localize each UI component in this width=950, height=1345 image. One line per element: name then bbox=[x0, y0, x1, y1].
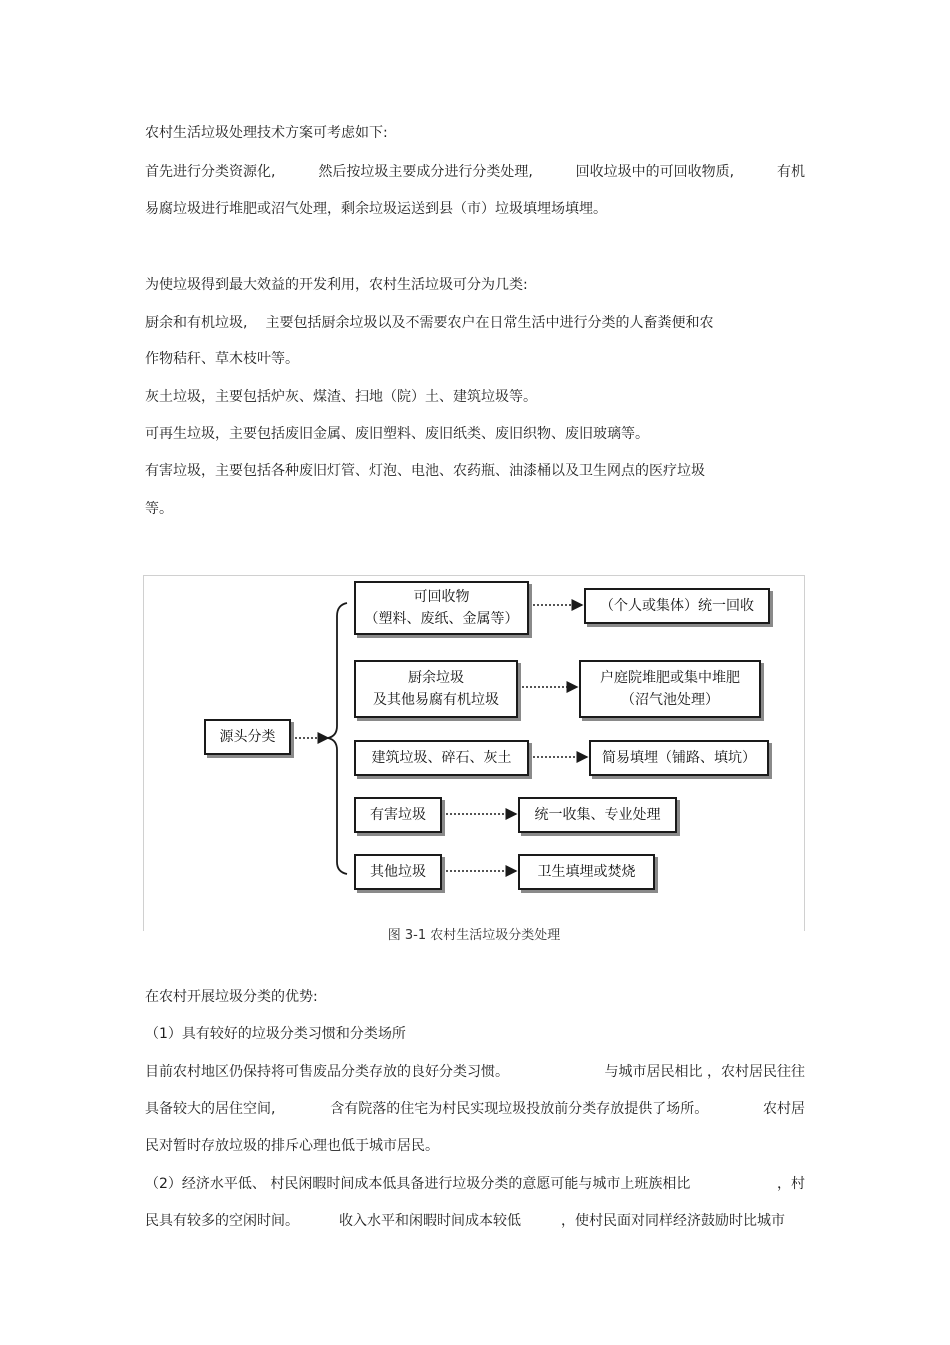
paragraph-line bbox=[145, 1211, 785, 1231]
category-box-kitchen bbox=[354, 660, 518, 718]
text-segment: 主要包括厨余垃圾以及不需要农户在日常生活中进行分类的人畜粪便和农 bbox=[265, 315, 714, 331]
text-segment: （2）经济水平低、 村民闲暇时间成本低具备进行垃圾分类的意愿可能与城市上班族相比 bbox=[145, 1176, 691, 1192]
text-segment: 回收垃圾中的可回收物质, bbox=[575, 164, 735, 180]
paragraph-intro: 在农村开展垃圾分类的优势: bbox=[145, 989, 318, 1005]
category-label: 厨余垃圾 bbox=[408, 670, 464, 686]
category-sublabel: （塑料、废纸、金属等） bbox=[364, 611, 519, 627]
paragraph-intro: 农村生活垃圾处理技术方案可考虑如下: bbox=[145, 125, 388, 141]
target-label: 户庭院堆肥或集中堆肥 bbox=[600, 670, 740, 686]
paragraph-intro: 为使垃圾得到最大效益的开发利用，农村生活垃圾可分为几类: bbox=[145, 277, 528, 293]
category-label: 建筑垃圾、碎石、灰土 bbox=[371, 750, 512, 766]
paragraph-line bbox=[145, 162, 805, 182]
text-segment: 有机 bbox=[776, 164, 805, 180]
paragraph-line: 有害垃圾，主要包括各种废旧灯管、灯泡、电池、农药瓶、油漆桶以及卫生网点的医疗垃圾 bbox=[145, 463, 705, 479]
figure-caption: 图 3-1 农村生活垃圾分类处理 bbox=[387, 928, 561, 943]
text-segment: 农村居 bbox=[762, 1101, 805, 1117]
category-label: 可回收物 bbox=[413, 589, 470, 605]
target-box-compost bbox=[579, 660, 761, 718]
source-label: 源头分类 bbox=[219, 729, 276, 745]
paragraph-line bbox=[145, 313, 713, 333]
target-box-landfill-simple bbox=[589, 740, 769, 776]
target-box-recycle bbox=[584, 588, 770, 624]
category-box-hazardous bbox=[354, 797, 442, 833]
paragraph-line: 等。 bbox=[145, 501, 173, 517]
target-sublabel: （沼气池处理） bbox=[621, 692, 719, 708]
paragraph-line: 可再生垃圾，主要包括废旧金属、废旧塑料、废旧纸类、废旧织物、废旧玻璃等。 bbox=[145, 426, 649, 442]
text-segment: 然后按垃圾主要成分进行分类处理, bbox=[318, 164, 533, 180]
category-box-other bbox=[354, 854, 442, 890]
source-box bbox=[204, 719, 291, 755]
text-segment: ，使村民面对同样经济鼓励时比城市 bbox=[561, 1213, 785, 1229]
text-segment: 民具有较多的空闲时间。 bbox=[145, 1213, 299, 1229]
text-segment: 含有院落的住宅为村民实现垃圾投放前分类存放提供了场所。 bbox=[330, 1101, 709, 1117]
category-box-construction bbox=[354, 740, 529, 776]
category-label: 有害垃圾 bbox=[370, 807, 426, 823]
paragraph-line: 灰土垃圾，主要包括炉灰、煤渣、扫地（院）土、建筑垃圾等。 bbox=[145, 389, 537, 405]
paragraph-line bbox=[145, 1099, 805, 1119]
waste-classification-diagram bbox=[143, 575, 805, 943]
text-segment: 收入水平和闲暇时间成本较低 bbox=[339, 1213, 521, 1229]
target-label: （个人或集体）统一回收 bbox=[600, 598, 754, 614]
target-box-special bbox=[518, 797, 677, 833]
category-label: 其他垃圾 bbox=[370, 864, 426, 880]
text-segment: 具备较大的居住空间, bbox=[145, 1101, 276, 1117]
target-label: 统一收集、专业处理 bbox=[534, 807, 661, 823]
item-title: （1）具有较好的垃圾分类习惯和分类场所 bbox=[145, 1026, 406, 1042]
paragraph-line: 易腐垃圾进行堆肥或沼气处理，剩余垃圾运送到县（市）垃圾填埋场填埋。 bbox=[145, 201, 607, 217]
text-segment: 厨余和有机垃圾, bbox=[145, 315, 248, 331]
paragraph-line: 作物秸秆、草木枝叶等。 bbox=[145, 351, 299, 367]
text-segment: 与城市居民相比 ，农村居民往往 bbox=[604, 1064, 805, 1080]
category-sublabel: 及其他易腐有机垃圾 bbox=[373, 692, 499, 708]
target-label: 卫生填埋或焚烧 bbox=[537, 864, 636, 880]
paragraph-line bbox=[145, 1062, 805, 1082]
target-label: 简易填埋（铺路、填坑） bbox=[602, 750, 756, 766]
text-segment: 目前农村地区仍保持将可售废品分类存放的良好分类习惯。 bbox=[145, 1064, 509, 1080]
brace bbox=[328, 603, 347, 874]
category-box-recyclable bbox=[354, 581, 529, 635]
text-segment: 首先进行分类资源化, bbox=[145, 164, 276, 180]
paragraph-line: 民对暂时存放垃圾的排斥心理也低于城市居民。 bbox=[145, 1138, 439, 1154]
paragraph-line bbox=[145, 1174, 805, 1194]
text-segment: ，村 bbox=[777, 1176, 805, 1192]
target-box-sanitary bbox=[518, 854, 655, 890]
